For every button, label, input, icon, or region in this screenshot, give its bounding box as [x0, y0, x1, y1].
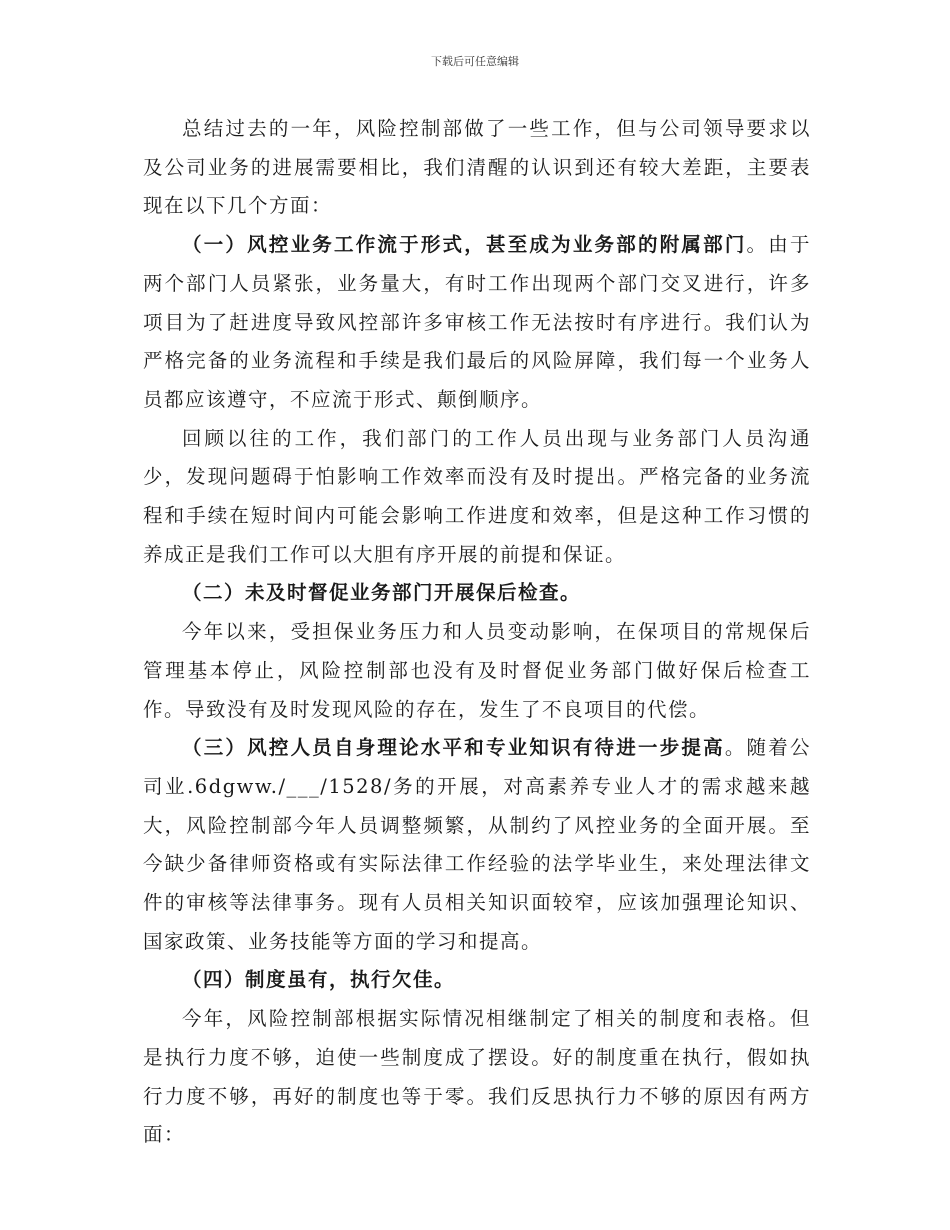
- paragraph-text: 。由于两个部门人员紧张，业务量大，有时工作出现两个部门交叉进行，许多项目为了赶进度导致风控部许多审核工作无法按时有序进行。我们认为严格完备的业务流程和手续是我们最后的风险屏障，我们每一个业务人员都应该遵守，不应流于形式、颠倒顺序。: [143, 233, 811, 411]
- paragraph-review: [143, 420, 811, 575]
- paragraph-section-4: [143, 961, 811, 1000]
- paragraph-text: 今年以来，受担保业务压力和人员变动影响，在保项目的常规保后管理基本停止，风险控制部也没有及时督促业务部门做好保后检查工作。导致没有及时发现风险的存在，发生了不良项目的代偿。: [143, 620, 811, 721]
- document-body: [143, 110, 811, 1155]
- section-heading: （三）风控人员自身理论水平和专业知识有待进一步提高: [182, 736, 725, 760]
- paragraph-post-guarantee: [143, 613, 811, 729]
- paragraph-text: 回顾以往的工作，我们部门的工作人员出现与业务部门人员沟通少，发现问题碍于怕影响工作效率而没有及时提出。严格完备的业务流程和手续在短时间内可能会影响工作进度和效率，但是这种工作习惯的养成正是我们工作可以大胆有序开展的前提和保证。: [143, 426, 811, 566]
- paragraph-section-3: [143, 729, 811, 961]
- section-heading: （一）风控业务工作流于形式，甚至成为业务部的附属部门: [182, 233, 747, 257]
- paragraph-text: 今年，风险控制部根据实际情况相继制定了相关的制度和表格。但是执行力度不够，迫使一些制度成了摆设。好的制度重在执行，假如执行力度不够，再好的制度也等于零。我们反思执行力不够的原因有两方面：: [143, 1007, 811, 1147]
- paragraph-execution: [143, 1000, 811, 1155]
- paragraph-intro: [143, 110, 811, 226]
- paragraph-section-2: [143, 574, 811, 613]
- section-heading: （四）制度虽有，执行欠佳。: [182, 968, 456, 992]
- paragraph-text: 。随着公司业.6dgww./___/1528/务的开展，对高素养专业人才的需求越来越大，风险控制部今年人员调整频繁，从制约了风控业务的全面开展。至今缺少备律师资格或有实际法律工作经验的法学毕业生，来处理法律文件的审核等法律事务。现有人员相关知识面较窄，应该加强理论知识、国家政策、业务技能等方面的学习和提高。: [143, 736, 811, 953]
- section-heading: （二）未及时督促业务部门开展保后检查。: [182, 581, 582, 605]
- paragraph-section-1: [143, 226, 811, 420]
- paragraph-text: 总结过去的一年，风险控制部做了一些工作，但与公司领导要求以及公司业务的进展需要相比，我们清醒的认识到还有较大差距，主要表现在以下几个方面：: [143, 117, 811, 218]
- page-header: 下载后可任意编辑: [431, 55, 519, 68]
